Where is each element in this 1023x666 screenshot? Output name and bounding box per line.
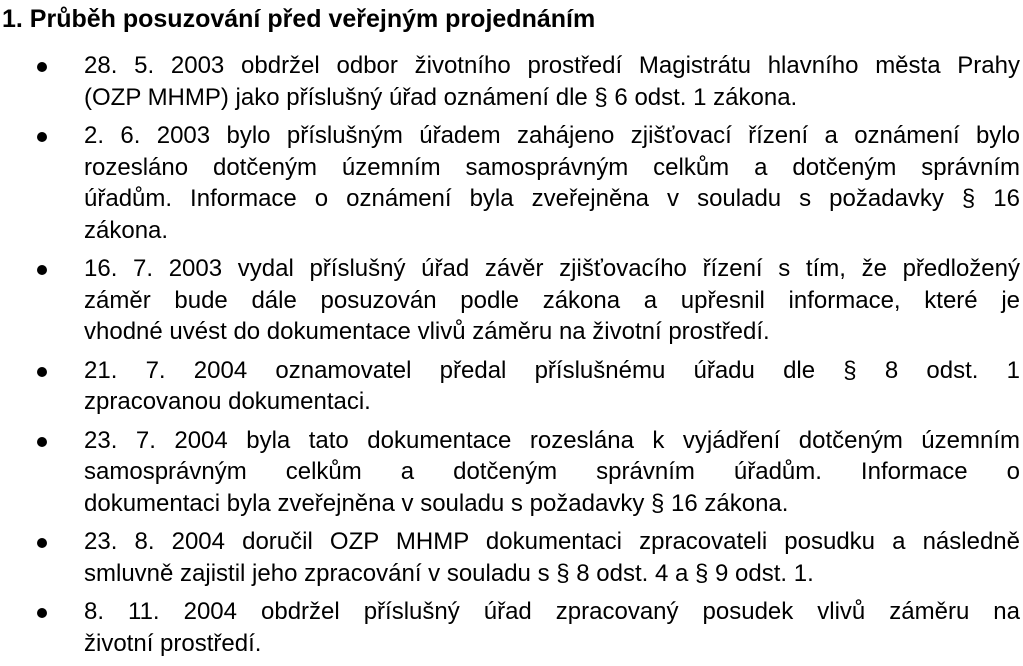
- bullet-icon: [37, 538, 47, 548]
- bullet-icon: [37, 608, 47, 618]
- list-item: [0, 425, 1023, 520]
- list-item-line: smluvně zajistil jeho zpracování v souladu s § 8 odst. 4 a § 9 odst. 1.: [84, 559, 814, 587]
- list-item-line: (OZP MHMP) jako příslušný úřad oznámení dle § 6 odst. 1 zákona.: [84, 83, 798, 111]
- list-item-line: úřadům. Informace o oznámení byla zveřejněna v souladu s požadavky § 16: [84, 185, 1020, 212]
- list-item-line: zákona.: [84, 216, 169, 244]
- list-item-line: 23. 8. 2004 doručil OZP MHMP dokumentaci zpracovateli posudku a následně: [84, 528, 1020, 555]
- timeline-list: [0, 50, 1023, 666]
- list-item-line: 23. 7. 2004 byla tato dokumentace rozeslána k vyjádření dotčeným územním: [84, 426, 1020, 454]
- list-item-line: 28. 5. 2003 obdržel odbor životního prostředí Magistrátu hlavního města Prahy: [84, 52, 1020, 79]
- list-item-line: 8. 11. 2004 obdržel příslušný úřad zpracovaný posudek vlivů záměru na: [84, 598, 1020, 625]
- list-item-line: rozesláno dotčeným územním samosprávným celkům a dotčeným správním: [84, 153, 1020, 181]
- list-item-line: zpracovanou dokumentaci.: [84, 388, 371, 415]
- list-item-line: 2. 6. 2003 bylo příslušným úřadem zahájeno zjišťovací řízení a oznámení bylo: [84, 122, 1020, 149]
- bullet-icon: [37, 367, 47, 377]
- list-item-line: vhodné uvést do dokumentace vlivů záměru na životní prostředí.: [84, 318, 770, 345]
- bullet-icon: [37, 437, 47, 447]
- list-item-line: dokumentaci byla zveřejněna v souladu s požadavky § 16 zákona.: [84, 489, 789, 517]
- list-item-line: samosprávným celkům a dotčeným správním úřadům. Informace o: [84, 458, 1020, 485]
- list-item: [0, 526, 1023, 589]
- list-item: [0, 355, 1023, 418]
- list-item: [0, 50, 1023, 113]
- list-item: [0, 253, 1023, 348]
- bullet-icon: [37, 132, 47, 142]
- list-item-line: 16. 7. 2003 vydal příslušný úřad závěr zjišťovacího řízení s tím, že předložený: [84, 255, 1020, 282]
- list-item-line: 21. 7. 2004 oznamovatel předal příslušnému úřadu dle § 8 odst. 1: [84, 356, 1020, 384]
- list-item: [0, 596, 1023, 659]
- section-heading: 1. Průběh posuzování před veřejným projednáním: [2, 5, 596, 33]
- bullet-icon: [37, 265, 47, 275]
- list-item-line: záměr bude dále posuzován podle zákona a upřesnil informace, které je: [84, 286, 1020, 314]
- list-item: [0, 120, 1023, 246]
- bullet-icon: [37, 62, 47, 72]
- list-item-line: životní prostředí.: [84, 629, 262, 657]
